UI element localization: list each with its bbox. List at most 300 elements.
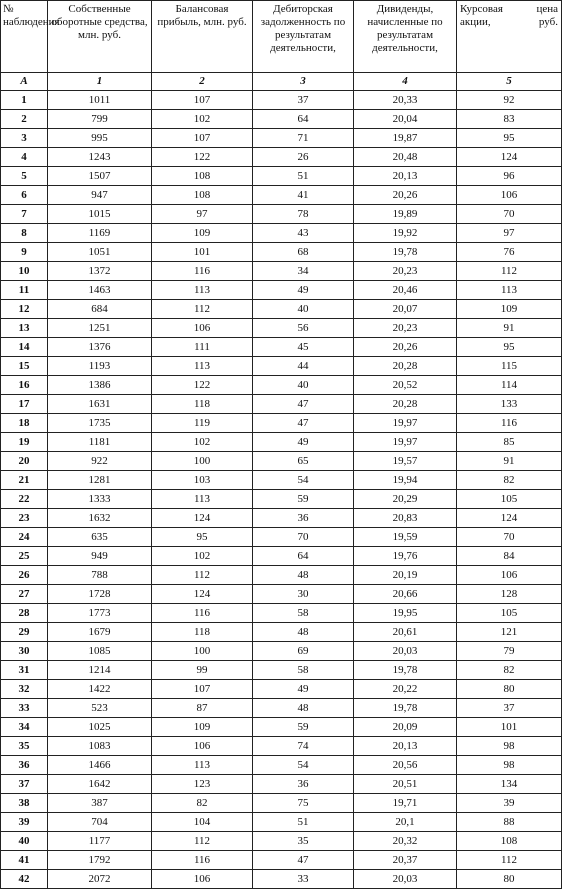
table-cell: 113: [152, 756, 253, 775]
table-cell: 119: [152, 414, 253, 433]
observation-number-cell: 30: [1, 642, 48, 661]
table-cell: 30: [253, 585, 354, 604]
table-cell: 1735: [48, 414, 152, 433]
table-cell: 19,92: [354, 224, 457, 243]
table-cell: 80: [457, 680, 562, 699]
observation-number-cell: 27: [1, 585, 48, 604]
table-cell: 37: [253, 91, 354, 110]
table-cell: 1083: [48, 737, 152, 756]
observation-number-cell: 16: [1, 376, 48, 395]
table-cell: 108: [152, 167, 253, 186]
table-cell: 1085: [48, 642, 152, 661]
table-cell: 98: [457, 756, 562, 775]
table-cell: 26: [253, 148, 354, 167]
table-cell: 1281: [48, 471, 152, 490]
table-cell: 19,71: [354, 794, 457, 813]
table-cell: 1177: [48, 832, 152, 851]
header-observation-number: № наблюдения: [1, 1, 48, 73]
table-cell: 19,95: [354, 604, 457, 623]
table-cell: 80: [457, 870, 562, 889]
table-cell: 124: [457, 148, 562, 167]
table-cell: 109: [152, 718, 253, 737]
table-row: [1, 832, 562, 851]
table-cell: 788: [48, 566, 152, 585]
column-number: А: [1, 73, 48, 91]
table-cell: 106: [152, 870, 253, 889]
table-cell: 112: [152, 832, 253, 851]
table-cell: 1251: [48, 319, 152, 338]
table-cell: 102: [152, 110, 253, 129]
table-cell: 1181: [48, 433, 152, 452]
observation-number-cell: 7: [1, 205, 48, 224]
observation-number-cell: 4: [1, 148, 48, 167]
table-cell: 76: [457, 243, 562, 262]
table-cell: 20,23: [354, 319, 457, 338]
observation-number-cell: 20: [1, 452, 48, 471]
table-cell: 33: [253, 870, 354, 889]
table-row: [1, 433, 562, 452]
table-cell: 20,28: [354, 357, 457, 376]
table-row: [1, 338, 562, 357]
table-row: [1, 604, 562, 623]
observation-number-cell: 37: [1, 775, 48, 794]
table-row: [1, 224, 562, 243]
table-cell: 20,13: [354, 167, 457, 186]
table-cell: 20,03: [354, 642, 457, 661]
table-row: [1, 509, 562, 528]
table-cell: 1642: [48, 775, 152, 794]
table-cell: 20,48: [354, 148, 457, 167]
table-cell: 79: [457, 642, 562, 661]
table-cell: 49: [253, 680, 354, 699]
table-cell: 20,26: [354, 186, 457, 205]
table-cell: 1773: [48, 604, 152, 623]
table-row: [1, 490, 562, 509]
observation-number-cell: 21: [1, 471, 48, 490]
table-cell: 91: [457, 452, 562, 471]
table-cell: 36: [253, 509, 354, 528]
table-cell: 1792: [48, 851, 152, 870]
table-cell: 74: [253, 737, 354, 756]
table-cell: 103: [152, 471, 253, 490]
table-cell: 20,28: [354, 395, 457, 414]
table-row: [1, 680, 562, 699]
table-cell: 1243: [48, 148, 152, 167]
table-cell: 40: [253, 376, 354, 395]
table-cell: 87: [152, 699, 253, 718]
table-row: [1, 129, 562, 148]
table-cell: 92: [457, 91, 562, 110]
table-cell: 88: [457, 813, 562, 832]
table-row: [1, 281, 562, 300]
table-row: [1, 851, 562, 870]
table-cell: 20,26: [354, 338, 457, 357]
table-cell: 109: [152, 224, 253, 243]
table-cell: 109: [457, 300, 562, 319]
table-cell: 106: [152, 319, 253, 338]
table-cell: 112: [457, 851, 562, 870]
table-cell: 124: [457, 509, 562, 528]
table-cell: 116: [457, 414, 562, 433]
table-cell: 47: [253, 414, 354, 433]
table-cell: 1632: [48, 509, 152, 528]
table-cell: 20,22: [354, 680, 457, 699]
table-cell: 112: [457, 262, 562, 281]
table-cell: 20,56: [354, 756, 457, 775]
table-row: [1, 395, 562, 414]
table-row: [1, 471, 562, 490]
table-row: [1, 376, 562, 395]
table-row: [1, 262, 562, 281]
table-cell: 101: [457, 718, 562, 737]
table-cell: 1376: [48, 338, 152, 357]
table-cell: 64: [253, 110, 354, 129]
observation-number-cell: 14: [1, 338, 48, 357]
table-cell: 1679: [48, 623, 152, 642]
table-cell: 97: [457, 224, 562, 243]
table-cell: 39: [457, 794, 562, 813]
table-cell: 75: [253, 794, 354, 813]
table-cell: 106: [457, 186, 562, 205]
table-cell: 19,78: [354, 699, 457, 718]
table-cell: 128: [457, 585, 562, 604]
table-row: [1, 205, 562, 224]
observation-number-cell: 13: [1, 319, 48, 338]
table-cell: 523: [48, 699, 152, 718]
table-cell: 1631: [48, 395, 152, 414]
observation-number-cell: 42: [1, 870, 48, 889]
table-cell: 70: [253, 528, 354, 547]
table-cell: 49: [253, 433, 354, 452]
observation-number-cell: 22: [1, 490, 48, 509]
table-cell: 1728: [48, 585, 152, 604]
table-cell: 98: [457, 737, 562, 756]
table-cell: 134: [457, 775, 562, 794]
table-cell: 124: [152, 585, 253, 604]
table-cell: 84: [457, 547, 562, 566]
observation-number-cell: 6: [1, 186, 48, 205]
observation-number-cell: 1: [1, 91, 48, 110]
table-cell: 19,94: [354, 471, 457, 490]
table-cell: 1372: [48, 262, 152, 281]
table-cell: 1386: [48, 376, 152, 395]
table-cell: 113: [152, 281, 253, 300]
observation-number-cell: 9: [1, 243, 48, 262]
table-cell: 100: [152, 452, 253, 471]
table-cell: 37: [457, 699, 562, 718]
observation-number-cell: 10: [1, 262, 48, 281]
table-cell: 101: [152, 243, 253, 262]
table-row: [1, 642, 562, 661]
header-dividends: Дивиденды, начисленные по результатам деятельности,: [354, 1, 457, 73]
table-cell: 123: [152, 775, 253, 794]
observation-number-cell: 29: [1, 623, 48, 642]
observation-number-cell: 33: [1, 699, 48, 718]
table-cell: 95: [457, 338, 562, 357]
observation-number-cell: 41: [1, 851, 48, 870]
table-row: [1, 661, 562, 680]
table-cell: 51: [253, 813, 354, 832]
table-cell: 34: [253, 262, 354, 281]
table-row: [1, 775, 562, 794]
table-cell: 20,33: [354, 91, 457, 110]
table-cell: 48: [253, 699, 354, 718]
table-cell: 59: [253, 490, 354, 509]
table-cell: 1011: [48, 91, 152, 110]
table-cell: 922: [48, 452, 152, 471]
table-cell: 19,78: [354, 661, 457, 680]
table-row: [1, 718, 562, 737]
table-cell: 107: [152, 680, 253, 699]
observation-number-cell: 8: [1, 224, 48, 243]
table-cell: 20,04: [354, 110, 457, 129]
table-cell: 36: [253, 775, 354, 794]
table-cell: 59: [253, 718, 354, 737]
table-cell: 69: [253, 642, 354, 661]
table-cell: 108: [457, 832, 562, 851]
table-cell: 20,32: [354, 832, 457, 851]
table-row: [1, 452, 562, 471]
observation-number-cell: 11: [1, 281, 48, 300]
table-cell: 121: [457, 623, 562, 642]
table-cell: 799: [48, 110, 152, 129]
table-row: [1, 870, 562, 889]
observation-number-cell: 19: [1, 433, 48, 452]
table-cell: 44: [253, 357, 354, 376]
table-cell: 1015: [48, 205, 152, 224]
table-row: [1, 110, 562, 129]
table-cell: 20,52: [354, 376, 457, 395]
column-number: 2: [152, 73, 253, 91]
header-row: [1, 1, 562, 73]
column-number: 3: [253, 73, 354, 91]
observation-number-cell: 28: [1, 604, 48, 623]
observation-number-cell: 17: [1, 395, 48, 414]
table-cell: 41: [253, 186, 354, 205]
table-cell: 1025: [48, 718, 152, 737]
table-cell: 102: [152, 433, 253, 452]
table-cell: 387: [48, 794, 152, 813]
table-row: [1, 585, 562, 604]
table-cell: 70: [457, 528, 562, 547]
table-cell: 1422: [48, 680, 152, 699]
column-number: 4: [354, 73, 457, 91]
table-cell: 40: [253, 300, 354, 319]
table-cell: 82: [457, 471, 562, 490]
table-row: [1, 737, 562, 756]
table-cell: 19,78: [354, 243, 457, 262]
table-cell: 107: [152, 91, 253, 110]
table-cell: 49: [253, 281, 354, 300]
observation-number-cell: 25: [1, 547, 48, 566]
observation-number-cell: 36: [1, 756, 48, 775]
table-cell: 78: [253, 205, 354, 224]
table-cell: 1466: [48, 756, 152, 775]
table-cell: 68: [253, 243, 354, 262]
table-cell: 108: [152, 186, 253, 205]
table-cell: 113: [457, 281, 562, 300]
table-cell: 97: [152, 205, 253, 224]
table-row: [1, 167, 562, 186]
table-cell: 56: [253, 319, 354, 338]
table-cell: 82: [457, 661, 562, 680]
table-cell: 82: [152, 794, 253, 813]
observation-number-cell: 2: [1, 110, 48, 129]
observation-number-cell: 31: [1, 661, 48, 680]
column-number: 5: [457, 73, 562, 91]
table-cell: 91: [457, 319, 562, 338]
table-cell: 95: [152, 528, 253, 547]
table-row: [1, 300, 562, 319]
table-cell: 105: [457, 604, 562, 623]
table-cell: 20,03: [354, 870, 457, 889]
table-cell: 19,59: [354, 528, 457, 547]
observation-number-cell: 38: [1, 794, 48, 813]
table-cell: 2072: [48, 870, 152, 889]
table-cell: 47: [253, 395, 354, 414]
table-row: [1, 357, 562, 376]
table-cell: 20,07: [354, 300, 457, 319]
header-receivables: Дебиторская задолженность по результатам деятельности,: [253, 1, 354, 73]
table-cell: 20,09: [354, 718, 457, 737]
table-row: [1, 319, 562, 338]
observation-number-cell: 26: [1, 566, 48, 585]
table-row: [1, 547, 562, 566]
observation-number-cell: 18: [1, 414, 48, 433]
table-row: [1, 566, 562, 585]
table-cell: 1507: [48, 167, 152, 186]
column-number: 1: [48, 73, 152, 91]
table-row: [1, 623, 562, 642]
table-cell: 949: [48, 547, 152, 566]
table-row: [1, 794, 562, 813]
table-cell: 48: [253, 623, 354, 642]
table-cell: 35: [253, 832, 354, 851]
table-cell: 43: [253, 224, 354, 243]
table-cell: 20,37: [354, 851, 457, 870]
table-cell: 20,19: [354, 566, 457, 585]
table-body: [1, 91, 562, 889]
table-cell: 116: [152, 851, 253, 870]
table-cell: 118: [152, 623, 253, 642]
table-cell: 106: [457, 566, 562, 585]
table-cell: 48: [253, 566, 354, 585]
observation-number-cell: 12: [1, 300, 48, 319]
table-cell: 20,66: [354, 585, 457, 604]
table-cell: 106: [152, 737, 253, 756]
table-cell: 54: [253, 756, 354, 775]
table-cell: 684: [48, 300, 152, 319]
table-cell: 105: [457, 490, 562, 509]
table-cell: 20,46: [354, 281, 457, 300]
table-cell: 118: [152, 395, 253, 414]
table-cell: 1169: [48, 224, 152, 243]
table-cell: 104: [152, 813, 253, 832]
table-cell: 116: [152, 604, 253, 623]
table-row: [1, 148, 562, 167]
table-row: [1, 414, 562, 433]
table-cell: 95: [457, 129, 562, 148]
table-cell: 19,97: [354, 414, 457, 433]
column-number-row: [1, 73, 562, 91]
header-share-price: Курсовая цена акции, руб.: [457, 1, 562, 73]
table-cell: 100: [152, 642, 253, 661]
table-cell: 704: [48, 813, 152, 832]
table-cell: 112: [152, 566, 253, 585]
table-cell: 113: [152, 357, 253, 376]
observation-number-cell: 3: [1, 129, 48, 148]
table-cell: 20,61: [354, 623, 457, 642]
table-cell: 45: [253, 338, 354, 357]
table-cell: 635: [48, 528, 152, 547]
table-cell: 995: [48, 129, 152, 148]
table-cell: 19,57: [354, 452, 457, 471]
table-cell: 54: [253, 471, 354, 490]
table-cell: 19,89: [354, 205, 457, 224]
observation-number-cell: 32: [1, 680, 48, 699]
observation-number-cell: 24: [1, 528, 48, 547]
table-cell: 1214: [48, 661, 152, 680]
table-cell: 102: [152, 547, 253, 566]
table-cell: 19,76: [354, 547, 457, 566]
table-cell: 111: [152, 338, 253, 357]
table-cell: 122: [152, 376, 253, 395]
table-row: [1, 91, 562, 110]
observation-number-cell: 5: [1, 167, 48, 186]
table-cell: 1463: [48, 281, 152, 300]
table-cell: 47: [253, 851, 354, 870]
table-cell: 20,23: [354, 262, 457, 281]
table-cell: 1051: [48, 243, 152, 262]
table-cell: 96: [457, 167, 562, 186]
observation-number-cell: 40: [1, 832, 48, 851]
table-cell: 20,29: [354, 490, 457, 509]
table-row: [1, 813, 562, 832]
observation-number-cell: 34: [1, 718, 48, 737]
table-cell: 112: [152, 300, 253, 319]
table-cell: 114: [457, 376, 562, 395]
table-row: [1, 243, 562, 262]
table-cell: 70: [457, 205, 562, 224]
table-cell: 65: [253, 452, 354, 471]
table-cell: 122: [152, 148, 253, 167]
header-balance-profit: Балансовая прибыль, млн. руб.: [152, 1, 253, 73]
table-row: [1, 699, 562, 718]
table-cell: 20,1: [354, 813, 457, 832]
table-cell: 20,83: [354, 509, 457, 528]
observation-number-cell: 35: [1, 737, 48, 756]
observation-number-cell: 39: [1, 813, 48, 832]
table-cell: 58: [253, 604, 354, 623]
table-cell: 19,97: [354, 433, 457, 452]
table-cell: 71: [253, 129, 354, 148]
table-cell: 124: [152, 509, 253, 528]
table-cell: 51: [253, 167, 354, 186]
table-cell: 85: [457, 433, 562, 452]
table-cell: 20,51: [354, 775, 457, 794]
table-row: [1, 186, 562, 205]
table-row: [1, 528, 562, 547]
table-cell: 133: [457, 395, 562, 414]
observation-number-cell: 23: [1, 509, 48, 528]
table-cell: 947: [48, 186, 152, 205]
table-cell: 116: [152, 262, 253, 281]
table-cell: 1193: [48, 357, 152, 376]
table-cell: 99: [152, 661, 253, 680]
table-cell: 83: [457, 110, 562, 129]
header-working-capital: Собственные оборотные средства, млн. руб.: [48, 1, 152, 73]
table-row: [1, 756, 562, 775]
